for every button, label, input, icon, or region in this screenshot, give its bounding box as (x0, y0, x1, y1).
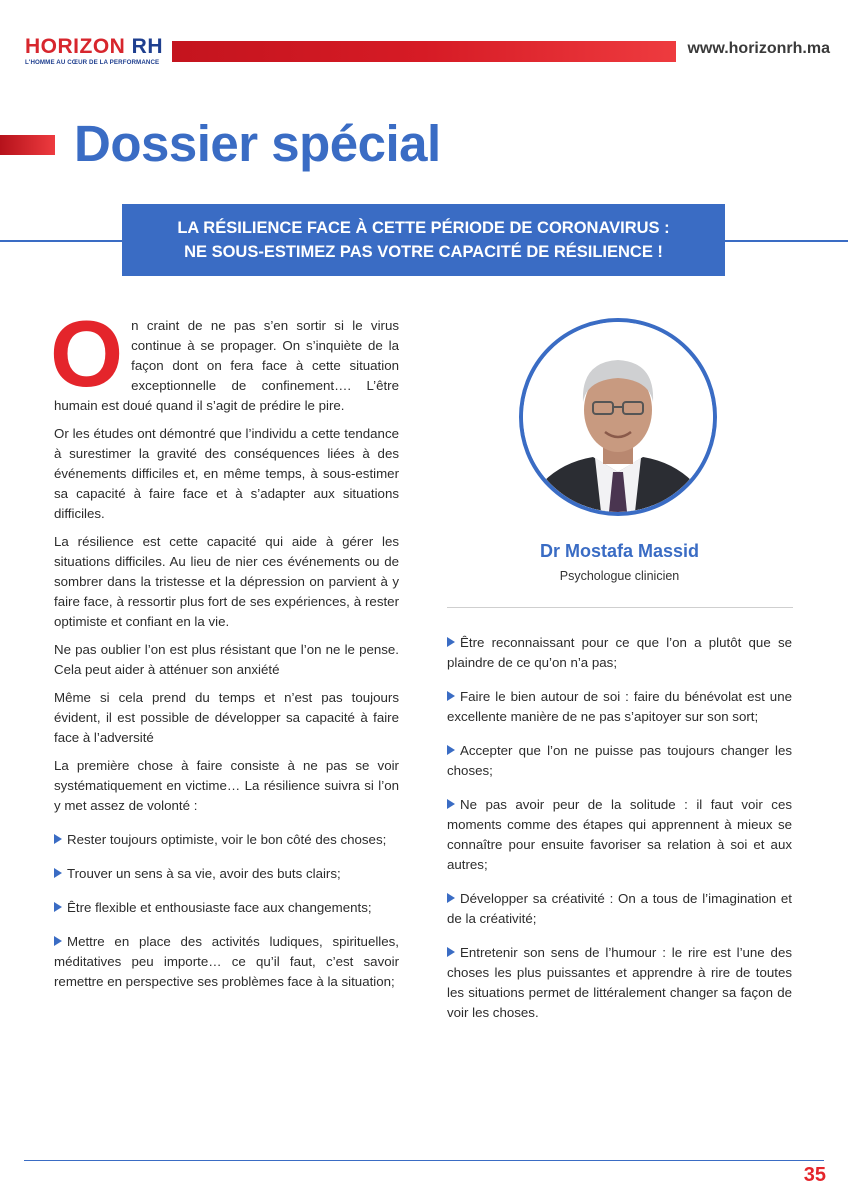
logo-horizon: HORIZON (25, 35, 126, 58)
paragraph-intro (50, 301, 399, 416)
chevron-right-icon (447, 637, 455, 647)
author-photo-illustration (523, 322, 713, 512)
chevron-right-icon (447, 947, 455, 957)
headline-line-1: LA RÉSILIENCE FACE À CETTE PÉRIODE DE CORONAVIRUS : (177, 219, 670, 237)
website-url: www.horizonrh.ma (687, 40, 830, 57)
chevron-right-icon (54, 834, 62, 844)
chevron-right-icon (54, 868, 62, 878)
author-name: Dr Mostafa Massid (539, 541, 700, 561)
brand-logo (25, 36, 165, 66)
chevron-right-icon (447, 691, 455, 701)
logo-wordmark (25, 36, 165, 58)
list-item: Faire le bien autour de soi : faire du bénévolat est une excellente manière de ne pas s’apitoyer sur son sort; (447, 689, 792, 724)
article-column-right (447, 633, 792, 1037)
list-item: Trouver un sens à sa vie, avoir des buts clairs; (54, 864, 399, 884)
page-number: 35 (803, 1164, 826, 1186)
chevron-right-icon (447, 745, 455, 755)
footer-rule (24, 1160, 824, 1161)
paragraph-2: Or les études ont démontré que l’individu a cette tendance à surestimer la gravité des conséquences liées à des événements difficiles et, en même temps, à sous-estimer sa capacité à faire face et à s’adapter aux situations difficiles. (54, 426, 399, 521)
logo-rh: RH (131, 35, 164, 58)
list-item: Entretenir son sens de l’humour : le rire est l’une des choses les plus puissantes et apprendre à rire de toutes les situations permet de littéralement changer sa façon de voir les choses. (447, 945, 792, 1020)
drop-cap: O (50, 301, 124, 406)
paragraph-4: Ne pas oublier l’on est plus résistant que l’on ne le pense. Cela peut aider à atténuer son anxiété (54, 642, 399, 677)
list-item: Être reconnaissant pour ce que l’on a plutôt que se plaindre de ce qu’on n’a pas; (447, 635, 792, 670)
author-role: Psychologue clinicien (559, 569, 680, 583)
list-item: Être flexible et enthousiaste face aux changements; (54, 898, 399, 918)
section-title: Dossier spécial (74, 115, 441, 172)
article-column-left (50, 301, 399, 1006)
title-accent-bar (0, 135, 55, 155)
header-red-bar (172, 41, 676, 62)
paragraph-5: Même si cela prend du temps et n’est pas toujours évident, il est possible de développer sa capacité à faire face à l’adversité (54, 690, 399, 745)
chevron-right-icon (54, 936, 62, 946)
article-headline-banner (122, 204, 725, 276)
list-item: Rester toujours optimiste, voir le bon côté des choses; (54, 830, 399, 850)
author-divider (447, 607, 793, 608)
paragraph-intro-text: n craint de ne pas s’en sortir si le virus continue à se propager. On s’inquiète de la façon dont on fera face à cette situation exceptionnelle de confinement…. L’être humain est doué quand il s’agit de prédire le pire. (54, 318, 399, 413)
chevron-right-icon (54, 902, 62, 912)
paragraph-6: La première chose à faire consiste à ne pas se voir systématiquement en victime… La résilience suivra si l’on y met assez de volonté : (54, 758, 399, 813)
chevron-right-icon (447, 799, 455, 809)
list-item: Développer sa créativité : On a tous de l’imagination et de la créativité; (447, 891, 792, 926)
list-item: Accepter que l’on ne puisse pas toujours changer les choses; (447, 743, 792, 778)
logo-tagline: L'HOMME AU CŒUR DE LA PERFORMANCE (25, 59, 160, 66)
list-item: Ne pas avoir peur de la solitude : il faut voir ces moments comme des étapes qui apprennent à mieux se connaître pour ensuite favoriser sa relation à soi et aux autres; (447, 797, 792, 872)
paragraph-3: La résilience est cette capacité qui aide à gérer les situations difficiles. Au lieu de nier ces événements ou de sombrer dans la tristesse et la dépression on parvient à y faire face, à ressortir plus fort de ses expériences, à rester optimiste et confiant en la vie. (54, 534, 399, 629)
author-portrait (519, 318, 717, 516)
chevron-right-icon (447, 893, 455, 903)
headline-line-2: NE SOUS-ESTIMEZ PAS VOTRE CAPACITÉ DE RÉSILIENCE ! (184, 243, 663, 261)
list-item: Mettre en place des activités ludiques, spirituelles, méditatives peu importe… ce qu’il faut, c’est savoir remettre en perspective ses problèmes face à la situation; (54, 934, 399, 989)
